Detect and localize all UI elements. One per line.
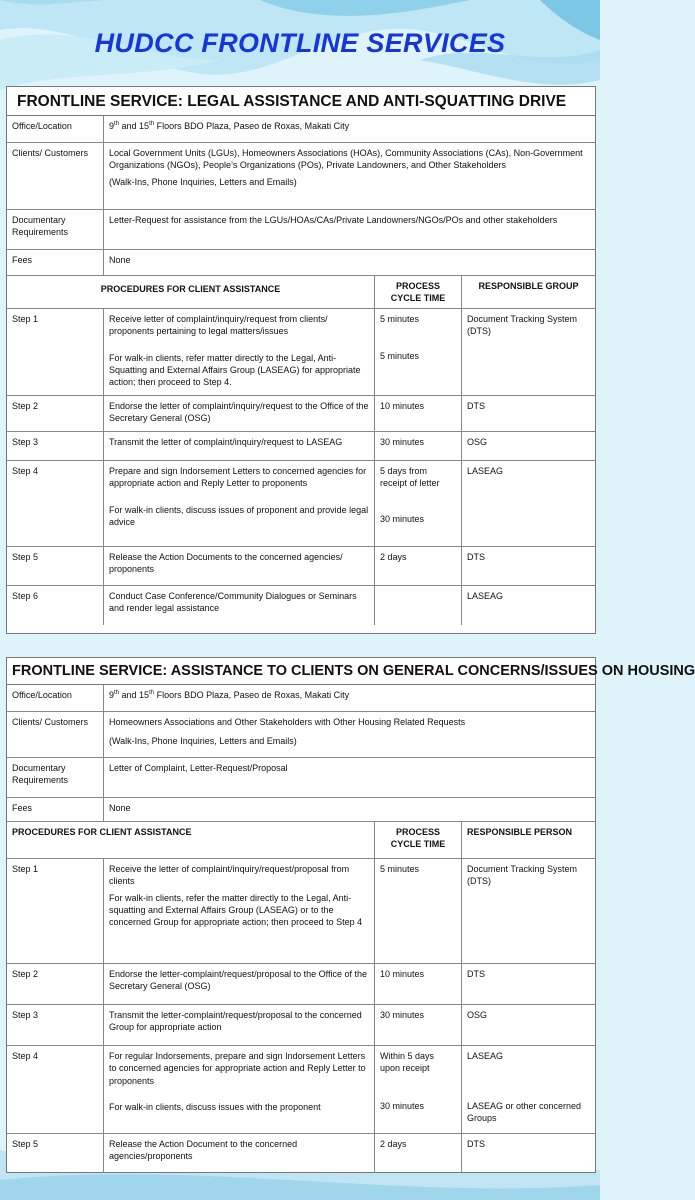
service-panel-general-concerns	[6, 657, 695, 1173]
step-label: Step 1	[7, 859, 104, 963]
step-procedure: Receive letter of complaint/inquiry/request from clients/ proponents pertaining to legal matters/issues For walk-in clients, refer matter directly to the Legal, Anti-Squatting and External Affairs Group (LASEAG) for appropriate action; then proceed to Step 4.	[104, 309, 375, 395]
fees-row	[7, 798, 595, 822]
step-cycle-time: 30 minutes	[375, 432, 462, 460]
service-heading: FRONTLINE SERVICE: ASSISTANCE TO CLIENTS ON GENERAL CONCERNS/ISSUES ON HOUSING	[7, 658, 595, 685]
service-panel-legal-assistance	[6, 86, 596, 634]
step-label: Step 2	[7, 964, 104, 1004]
office-row	[7, 685, 595, 712]
step-responsible: LASEAG LASEAG or other concerned Groups	[467, 1051, 582, 1124]
fees-value: None	[109, 255, 131, 265]
clients-value: Homeowners Associations and Other Stakeholders with Other Housing Related Requests (Walk-Ins, Phone Inquiries, Letters and Emails)	[104, 712, 595, 757]
step-responsible: DTS	[467, 401, 485, 411]
step-responsible: DTS	[467, 1139, 485, 1149]
clients-channels: (Walk-Ins, Phone Inquiries, Letters and Emails)	[109, 736, 297, 747]
fees-label: Fees	[7, 250, 104, 275]
step-cycle-time: 2 days	[375, 547, 462, 585]
step-procedure: Release the Action Document to the concerned agencies/proponents	[104, 1134, 375, 1173]
step-row	[7, 432, 595, 461]
office-label: Office/Location	[7, 685, 104, 711]
step-label: Step 5	[7, 1134, 104, 1173]
step-label: Step 6	[7, 586, 104, 625]
step-label: Step 3	[7, 432, 104, 460]
step-cycle-time: 30 minutes	[375, 1005, 462, 1045]
documentary-row	[7, 758, 595, 798]
step-responsible: Document Tracking System (DTS)	[467, 314, 578, 337]
step-cycle-time	[375, 586, 462, 625]
documentary-label: Documentary Requirements	[7, 210, 104, 249]
step-row	[7, 547, 595, 586]
step-label: Step 5	[7, 547, 104, 585]
step-row	[7, 964, 595, 1005]
step-procedure: Release the Action Documents to the concerned agencies/ proponents	[104, 547, 375, 585]
step-cycle-time: 5 days from receipt of letter 30 minutes	[375, 461, 462, 546]
documentary-row	[7, 210, 595, 250]
step-row	[7, 1134, 595, 1173]
step-row	[7, 1046, 595, 1134]
clients-channels: (Walk-Ins, Phone Inquiries, Letters and Emails)	[109, 176, 297, 187]
step-row	[7, 1005, 595, 1046]
step-row	[7, 859, 595, 964]
step-cycle-time: 2 days	[375, 1134, 462, 1173]
step-procedure: Endorse the letter-complaint/request/proposal to the Office of the Secretary General (OSG)	[104, 964, 375, 1004]
clients-row	[7, 143, 595, 210]
process-time-header: PROCESS CYCLE TIME	[375, 822, 462, 858]
step-row	[7, 586, 595, 625]
documentary-value: Letter-Request for assistance from the LGUs/HOAs/CAs/Private Landowners/NGOs/POs and other stakeholders	[109, 215, 558, 225]
step-procedure: Prepare and sign Indorsement Letters to concerned agencies for appropriate action and Reply Letter to proponents For walk-in clients, discuss issues of proponent and provide legal advice	[104, 461, 375, 546]
procedures-header: PROCEDURES FOR CLIENT ASSISTANCE	[7, 276, 375, 308]
procedures-header: PROCEDURES FOR CLIENT ASSISTANCE	[7, 822, 375, 858]
clients-row	[7, 712, 595, 758]
step-label: Step 1	[7, 309, 104, 395]
documentary-label: Documentary Requirements	[7, 758, 104, 797]
step-row	[7, 309, 595, 396]
step-cycle-time: 10 minutes	[375, 964, 462, 1004]
page-title: HUDCC FRONTLINE SERVICES	[94, 28, 506, 58]
step-responsible: DTS	[467, 969, 485, 979]
office-value: 9th and 15th Floors BDO Plaza, Paseo de Roxas, Makati City	[109, 121, 350, 131]
step-responsible: LASEAG	[467, 466, 504, 476]
clients-value: Local Government Units (LGUs), Homeowners Associations (HOAs), Community Associations (CAs), Non-Government Organizations (NGOs), People’s Organizations (POs), Private Landowners, and Other Stakeholders (Walk-Ins, Phone Inquiries, Letters and Emails)	[104, 143, 595, 209]
step-label: Step 3	[7, 1005, 104, 1045]
step-cycle-time: 10 minutes	[375, 396, 462, 431]
step-cycle-time: 5 minutes	[375, 859, 462, 963]
step-procedure: Receive the letter of complaint/inquiry/request/proposal from clients For walk-in clients, refer the matter directly to the Legal, Anti-squatting and External Affairs Group (LASEAG) or to the concerned Group for appropriate action; then proceed to Step 4	[104, 859, 375, 963]
step-procedure: For regular Indorsements, prepare and sign Indorsement Letters to concerned agencies for appropriate action and Reply Letter to proponents For walk-in clients, discuss issues with the proponent	[104, 1046, 375, 1133]
clients-label: Clients/ Customers	[7, 712, 104, 757]
clients-label: Clients/ Customers	[7, 143, 104, 209]
step-responsible: LASEAG	[467, 591, 504, 601]
fees-label: Fees	[7, 798, 104, 821]
step-responsible: OSG	[467, 437, 488, 447]
step-label: Step 4	[7, 461, 104, 546]
step-procedure: Transmit the letter of complaint/inquiry/request to LASEAG	[104, 432, 375, 460]
step-row	[7, 396, 595, 432]
procedures-header-row	[7, 276, 595, 309]
fees-row	[7, 250, 595, 276]
step-procedure: Transmit the letter-complaint/request/proposal to the concerned Group for appropriate action	[104, 1005, 375, 1045]
fees-value: None	[109, 803, 131, 813]
step-responsible: OSG	[467, 1010, 488, 1020]
documentary-value: Letter of Complaint, Letter-Request/Proposal	[109, 763, 288, 773]
step-procedure: Endorse the letter of complaint/inquiry/request to the Office of the Secretary General (OSG)	[104, 396, 375, 431]
step-label: Step 2	[7, 396, 104, 431]
step-label: Step 4	[7, 1046, 104, 1133]
procedures-header-row	[7, 822, 595, 859]
responsible-header: RESPONSIBLE PERSON	[467, 827, 573, 837]
office-row	[7, 116, 595, 143]
responsible-header: RESPONSIBLE GROUP	[478, 281, 579, 291]
step-procedure: Conduct Case Conference/Community Dialogues or Seminars and render legal assistance	[104, 586, 375, 625]
service-heading: FRONTLINE SERVICE: LEGAL ASSISTANCE AND ANTI-SQUATTING DRIVE	[7, 87, 595, 116]
process-time-header: PROCESS CYCLE TIME	[375, 276, 462, 308]
step-cycle-time: Within 5 days upon receipt 30 minutes	[375, 1046, 462, 1133]
office-value: 9th and 15th Floors BDO Plaza, Paseo de Roxas, Makati City	[109, 690, 350, 700]
step-row	[7, 461, 595, 547]
step-responsible: DTS	[467, 552, 485, 562]
office-label: Office/Location	[7, 116, 104, 142]
step-cycle-time: 5 minutes 5 minutes	[375, 309, 462, 395]
step-responsible: Document Tracking System (DTS)	[467, 864, 578, 887]
